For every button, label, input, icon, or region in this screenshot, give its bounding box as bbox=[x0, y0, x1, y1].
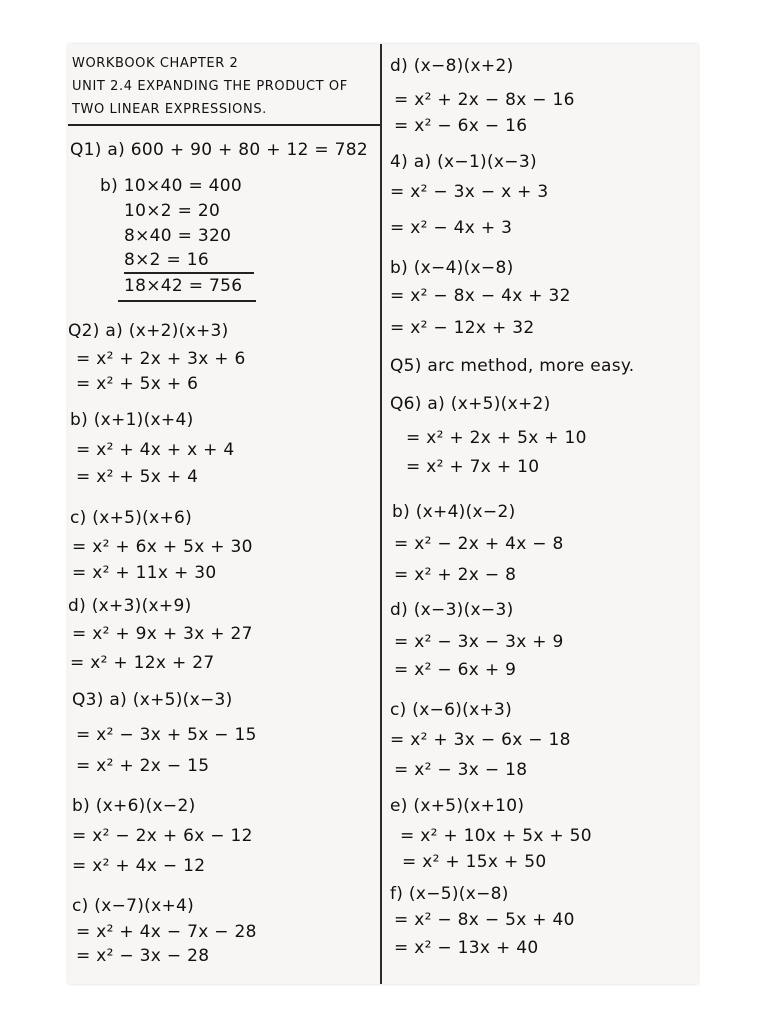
q3a-step-1: = x² − 3x + 5x − 15 bbox=[76, 725, 257, 745]
q3a: Q3) a) (x+5)(x−3) bbox=[72, 690, 233, 710]
q4b-step-1: = x² − 8x − 4x + 32 bbox=[390, 286, 571, 306]
q6c-step-1: = x² + 3x − 6x − 18 bbox=[390, 730, 571, 750]
q2d-step-1: = x² + 9x + 3x + 27 bbox=[72, 624, 253, 644]
q2b-step-2: = x² + 5x + 4 bbox=[76, 467, 199, 487]
q3d-step-1: = x² + 2x − 8x − 16 bbox=[394, 90, 575, 110]
q3c-step-1: = x² + 4x − 7x − 28 bbox=[76, 922, 257, 942]
q1b-line-2: 10×2 = 20 bbox=[124, 201, 221, 221]
q4a-step-1: = x² − 3x − x + 3 bbox=[390, 182, 549, 202]
q3c-step-2: = x² − 3x − 28 bbox=[76, 946, 210, 966]
q6f-step-2: = x² − 13x + 40 bbox=[394, 938, 539, 958]
q6a-step-1: = x² + 2x + 5x + 10 bbox=[406, 428, 587, 448]
q6d-step-2: = x² − 6x + 9 bbox=[394, 660, 517, 680]
q6d: d) (x−3)(x−3) bbox=[390, 600, 514, 620]
header-line-3: TWO LINEAR EXPRESSIONS. bbox=[72, 102, 267, 117]
q6d-step-1: = x² − 3x − 3x + 9 bbox=[394, 632, 564, 652]
header-line-2: UNIT 2.4 EXPANDING THE PRODUCT OF bbox=[72, 79, 348, 94]
q2c: c) (x+5)(x+6) bbox=[70, 508, 193, 528]
q2b-step-1: = x² + 4x + x + 4 bbox=[76, 440, 235, 460]
q4b-step-2: = x² − 12x + 32 bbox=[390, 318, 535, 338]
q2b: b) (x+1)(x+4) bbox=[70, 410, 194, 430]
q6e-step-1: = x² + 10x + 5x + 50 bbox=[400, 826, 592, 846]
q1b-total: 18×42 = 756 bbox=[124, 276, 243, 296]
q2a-step-1: = x² + 2x + 3x + 6 bbox=[76, 349, 246, 369]
q1b-line-4: 8×2 = 16 bbox=[124, 250, 209, 270]
q3d-step-2: = x² − 6x − 16 bbox=[394, 116, 528, 136]
q2c-step-2: = x² + 11x + 30 bbox=[72, 563, 217, 583]
q6e: e) (x+5)(x+10) bbox=[390, 796, 525, 816]
q3c: c) (x−7)(x+4) bbox=[72, 896, 195, 916]
q2d-step-2: = x² + 12x + 27 bbox=[70, 653, 215, 673]
q3b-step-1: = x² − 2x + 6x − 12 bbox=[72, 826, 253, 846]
q6a-step-2: = x² + 7x + 10 bbox=[406, 457, 540, 477]
q1a: Q1) a) 600 + 90 + 80 + 12 = 782 bbox=[70, 140, 368, 160]
q3d: d) (x−8)(x+2) bbox=[390, 56, 514, 76]
q6b-step-2: = x² + 2x − 8 bbox=[394, 565, 517, 585]
q1b-line-3: 8×40 = 320 bbox=[124, 226, 232, 246]
q3a-step-2: = x² + 2x − 15 bbox=[76, 756, 210, 776]
header-line-1: WORKBOOK CHAPTER 2 bbox=[72, 56, 239, 71]
column-divider bbox=[380, 44, 382, 984]
q2d: d) (x+3)(x+9) bbox=[68, 596, 192, 616]
q6b: b) (x+4)(x−2) bbox=[392, 502, 516, 522]
q4a-step-2: = x² − 4x + 3 bbox=[390, 218, 513, 238]
q6c: c) (x−6)(x+3) bbox=[390, 700, 513, 720]
q2c-step-1: = x² + 6x + 5x + 30 bbox=[72, 537, 253, 557]
q1b-line-1: b) 10×40 = 400 bbox=[100, 176, 243, 196]
notebook-page bbox=[68, 44, 698, 984]
q3b: b) (x+6)(x−2) bbox=[72, 796, 196, 816]
q6c-step-2: = x² − 3x − 18 bbox=[394, 760, 528, 780]
q6e-step-2: = x² + 15x + 50 bbox=[402, 852, 547, 872]
q3b-step-2: = x² + 4x − 12 bbox=[72, 856, 206, 876]
q4a: 4) a) (x−1)(x−3) bbox=[390, 152, 537, 172]
q2a: Q2) a) (x+2)(x+3) bbox=[68, 321, 229, 341]
total-underline bbox=[118, 300, 256, 302]
q6f: f) (x−5)(x−8) bbox=[390, 884, 509, 904]
sum-underline bbox=[124, 272, 254, 274]
header-underline bbox=[68, 124, 380, 126]
q5: Q5) arc method, more easy. bbox=[390, 356, 635, 376]
q6b-step-1: = x² − 2x + 4x − 8 bbox=[394, 534, 564, 554]
q6f-step-1: = x² − 8x − 5x + 40 bbox=[394, 910, 575, 930]
q4b: b) (x−4)(x−8) bbox=[390, 258, 514, 278]
q2a-step-2: = x² + 5x + 6 bbox=[76, 374, 199, 394]
q6a: Q6) a) (x+5)(x+2) bbox=[390, 394, 551, 414]
